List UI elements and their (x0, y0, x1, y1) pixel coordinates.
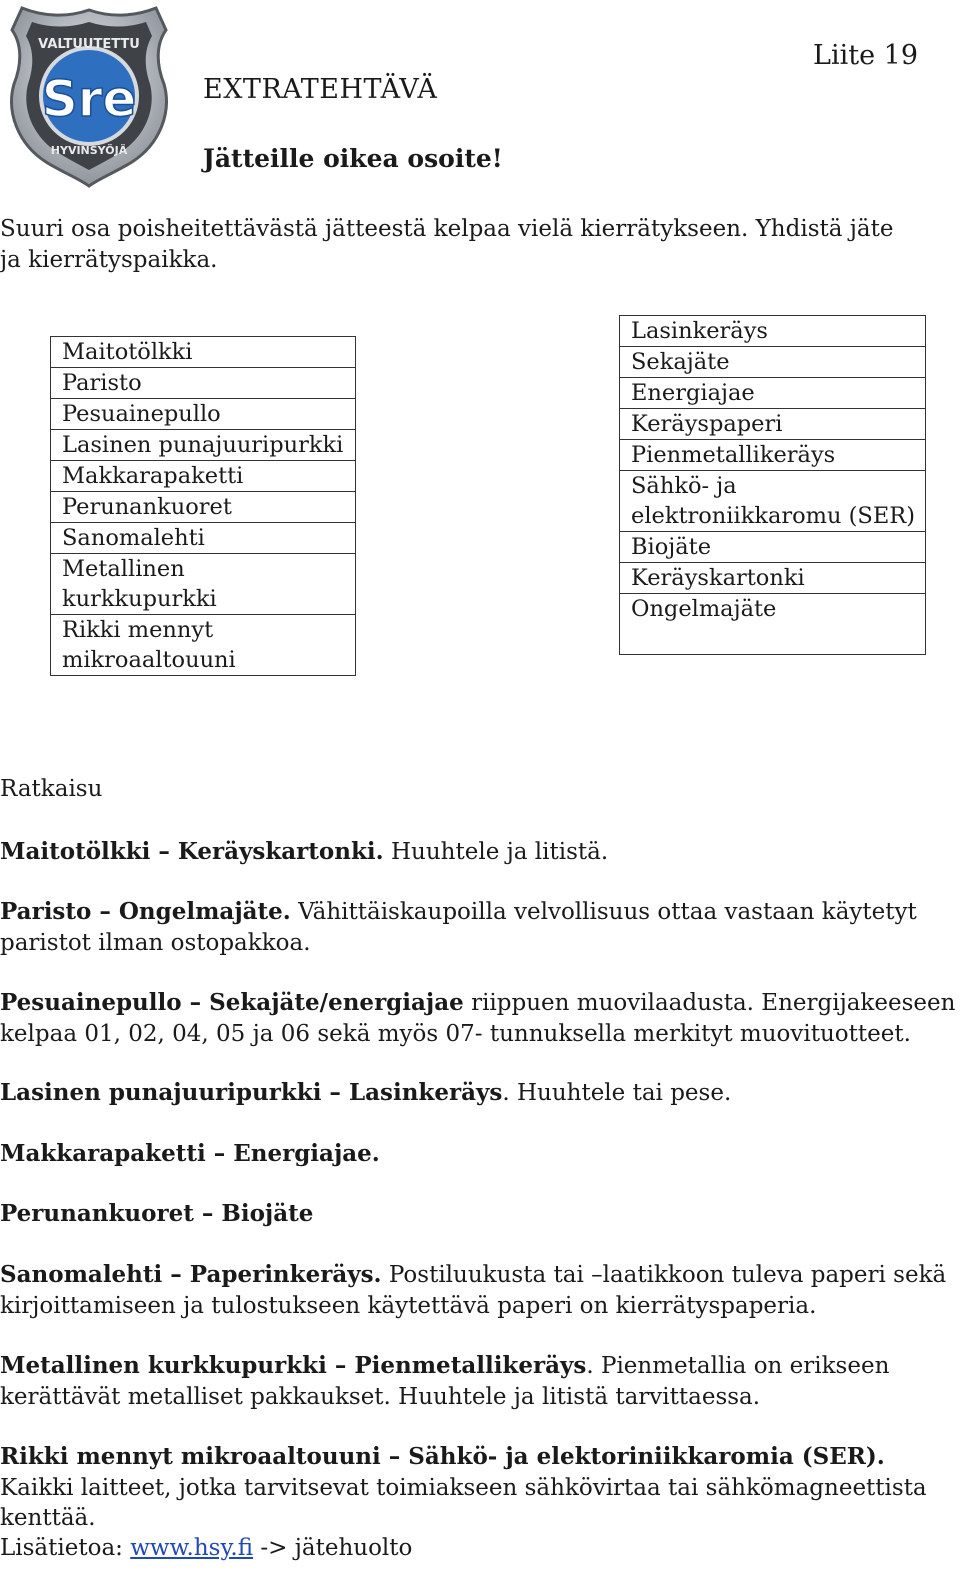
solution-item (0, 1260, 958, 1321)
waste-item: Metallinen kurkkupurkki (51, 554, 356, 615)
solution-item (0, 837, 958, 868)
logo-monogram: Sre (41, 70, 137, 128)
solution-note: Kaikki laitteet, jotka tarvitsevat toimiakseen sähkövirtaa tai sähkömagneettista kenttää. (0, 1474, 927, 1531)
shield-badge-icon (4, 4, 174, 190)
recycling-point: Lasinkeräys (620, 316, 926, 347)
page-subtitle: Jätteille oikea osoite! (203, 144, 503, 173)
solution-pair: Paristo – Ongelmajäte. (0, 898, 291, 925)
recycling-point: Sähkö- ja elektroniikkaromu (SER) (620, 471, 926, 532)
solution-pair: Makkarapaketti – Energiajae. (0, 1140, 380, 1167)
solution-item (0, 1078, 958, 1109)
footer-suffix: -> jätehuolto (253, 1535, 413, 1561)
recycling-point: Biojäte (620, 532, 926, 563)
appendix-label: Liite 19 (813, 40, 918, 71)
solution-item (0, 1442, 958, 1534)
solution-pair: Rikki mennyt mikroaaltouuni – Sähkö- ja elektoriniikkaromia (SER). (0, 1443, 885, 1470)
page-title: EXTRATEHTÄVÄ (203, 74, 438, 105)
solution-item (0, 1139, 958, 1170)
waste-item: Paristo (51, 368, 356, 399)
solution-pair: Maitotölkki – Keräyskartonki. (0, 838, 384, 865)
recycling-point: Pienmetallikeräys (620, 440, 926, 471)
sre-shield-logo (4, 4, 174, 190)
solution-note: . Huuhtele tai pese. (502, 1080, 732, 1106)
logo-text-bottom: HYVINSYÖJÄ (50, 144, 128, 157)
recycling-point: Ongelmajäte (620, 594, 926, 655)
waste-item: Sanomalehti (51, 523, 356, 554)
solution-note: . Pienmetallia on erikseen kerättävät metalliset pakkaukset. Huuhtele ja litistä tarvittaessa. (0, 1353, 890, 1410)
solution-item (0, 897, 958, 958)
logo-text-top: VALTUUTETTU (38, 37, 140, 52)
waste-item: Makkarapaketti (51, 461, 356, 492)
waste-item: Pesuainepullo (51, 399, 356, 430)
footer-prefix: Lisätietoa: (0, 1535, 131, 1561)
solution-item (0, 1199, 958, 1230)
waste-items-table (50, 336, 356, 676)
solution-note: riippuen muovilaadusta. Energijakeeseen kelpaa 01, 02, 04, 05 ja 06 sekä myös 07- tunnuksella merkityt muovituotteet. (0, 990, 956, 1047)
waste-item: Maitotölkki (51, 337, 356, 368)
footer-info (0, 1533, 958, 1564)
solution-pair: Sanomalehti – Paperinkeräys. (0, 1261, 382, 1288)
waste-item: Rikki mennyt mikroaaltouuni (51, 615, 356, 676)
solution-note: Huuhtele ja litistä. (383, 839, 609, 865)
recycling-point: Sekajäte (620, 347, 926, 378)
solution-pair: Perunankuoret – Biojäte (0, 1200, 314, 1227)
intro-text: Suuri osa poisheitettävästä jätteestä kelpaa vielä kierrätykseen. Yhdistä jäte ja kierrätyspaikka. (0, 216, 894, 273)
solution-item (0, 988, 958, 1049)
recycling-point: Keräyskartonki (620, 563, 926, 594)
recycling-points-table (619, 315, 926, 655)
solution-note: Vähittäiskaupoilla velvollisuus ottaa vastaan käytetyt paristot ilman ostopakkoa. (0, 899, 917, 956)
solution-pair: Pesuainepullo – Sekajäte/energiajae (0, 989, 464, 1016)
waste-item: Lasinen punajuuripurkki (51, 430, 356, 461)
solution-pair: Metallinen kurkkupurkki – Pienmetallikeräys (0, 1352, 587, 1379)
solution-pair: Lasinen punajuuripurkki – Lasinkeräys (0, 1079, 503, 1106)
solution-heading: Ratkaisu (0, 776, 103, 802)
waste-item: Perunankuoret (51, 492, 356, 523)
recycling-point: Keräyspaperi (620, 409, 926, 440)
recycling-point: Energiajae (620, 378, 926, 409)
solution-note: Postiluukusta tai –laatikkoon tuleva paperi sekä kirjoittamiseen ja tulostukseen käytettävä paperi on kierrätyspaperia. (0, 1262, 947, 1319)
hsy-link[interactable]: www.hsy.fi (130, 1535, 254, 1561)
solution-item (0, 1351, 958, 1412)
